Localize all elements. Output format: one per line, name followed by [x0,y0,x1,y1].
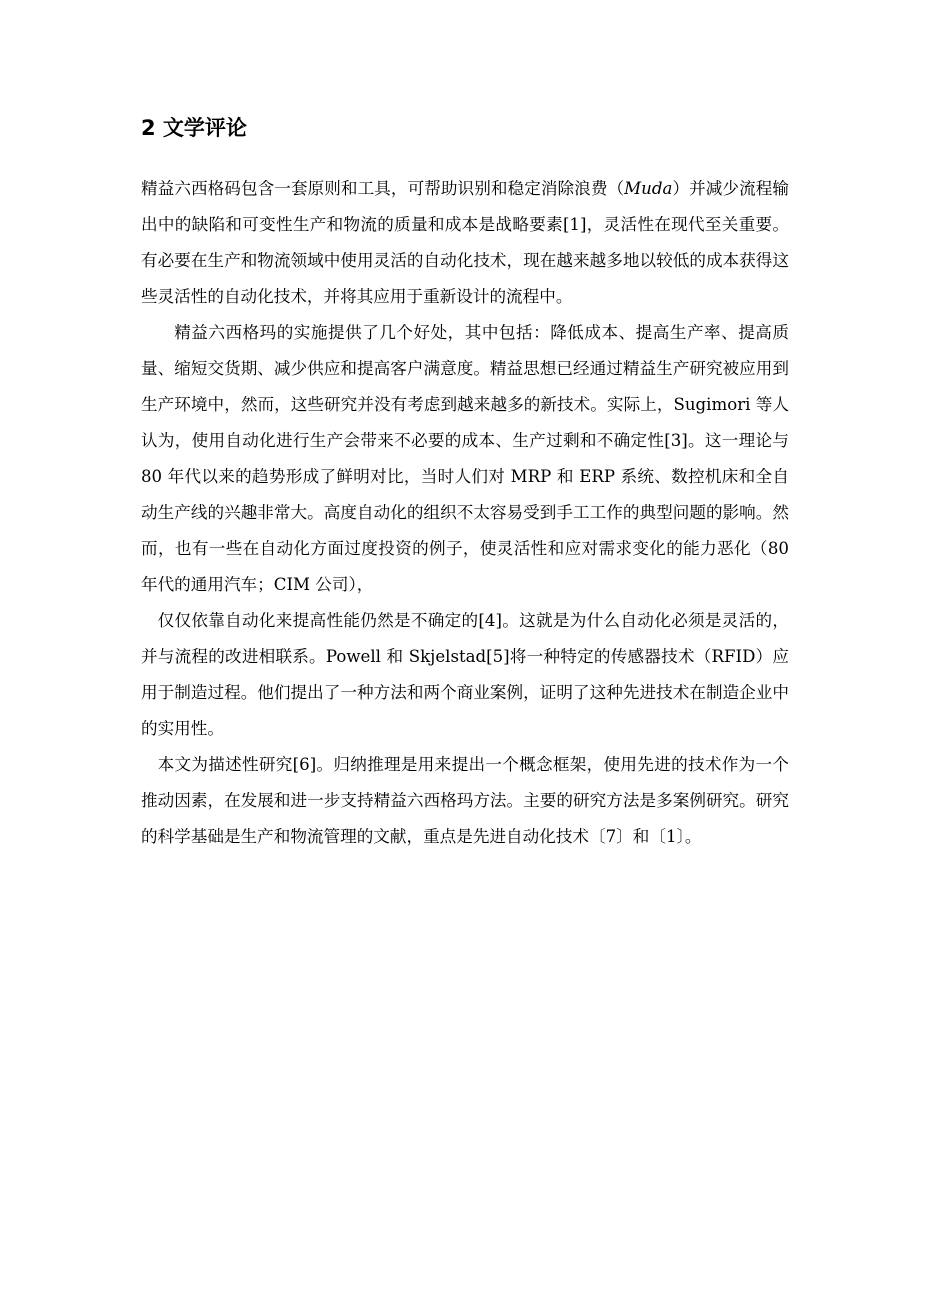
paragraph-1 [141,171,789,315]
paragraph-2: 精益六西格玛的实施提供了几个好处，其中包括：降低成本、提高生产率、提高质量、缩短交货期、减少供应和提高客户满意度。精益思想已经通过精益生产研究被应用到生产环境中，然而，这些研究并没有考虑到越来越多的新技术。实际上，Sugimori 等人认为，使用自动化进行生产会带来不必要的成本、生产过剩和不确定性[3]。这一理论与 80 年代以来的趋势形成了鲜明对比，当时人们对 MRP 和 ERP 系统、数控机床和全自动生产线的兴趣非常大。高度自动化的组织不太容易受到手工工作的典型问题的影响。然而，也有一些在自动化方面过度投资的例子，使灵活性和应对需求变化的能力恶化（80 年代的通用汽车；CIM 公司）， [141,323,789,594]
paragraph-4: 本文为描述性研究[6]。归纳推理是用来提出一个概念框架，使用先进的技术作为一个推动因素，在发展和进一步支持精益六西格玛方法。主要的研究方法是多案例研究。研究的科学基础是生产和物流管理的文献，重点是先进自动化技术〔7〕和〔1〕。 [141,755,789,846]
paragraph-1-start: 精益六西格码包含一套原则和工具，可帮助识别和稳定消除浪费（ [141,179,625,198]
paragraph-3: 仅仅依靠自动化来提高性能仍然是不确定的[4]。这就是为什么自动化必须是灵活的，并与流程的改进相联系。Powell 和 Skjelstad[5]将一种特定的传感器技术（RFID）应用于制造过程。他们提出了一种方法和两个商业案例，证明了这种先进技术在制造企业中的实用性。 [141,611,789,738]
emphasis-term: Muda [624,179,673,198]
body-text [141,171,789,855]
paragraph-1-end: ）并减少流程输出中的缺陷和可变性生产和物流的质量和成本是战略要素[1]，灵活性在现代至关重要。有必要在生产和物流领域中使用灵活的自动化技术，现在越来越多地以较低的成本获得这些灵活性的自动化技术，并将其应用于重新设计的流程中。 [141,179,790,306]
section-heading: 2 文学评论 [141,116,247,140]
